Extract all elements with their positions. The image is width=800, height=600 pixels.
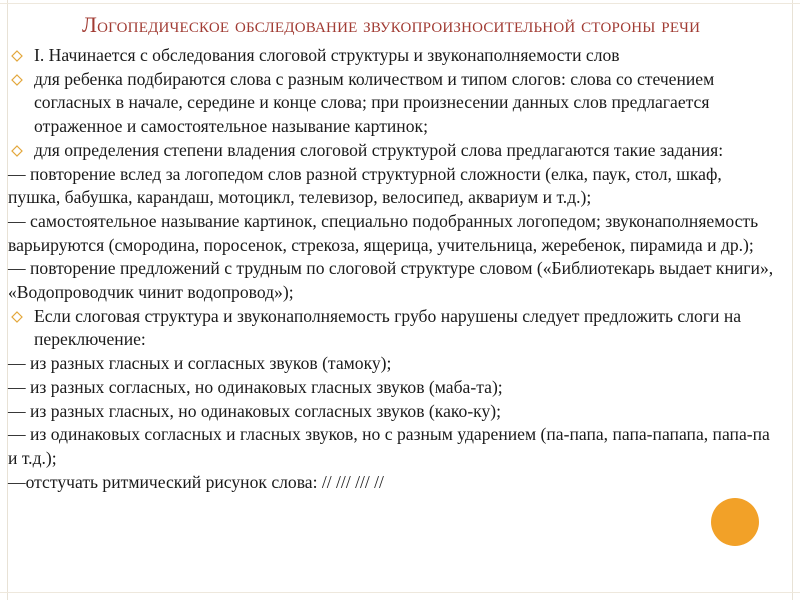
paragraph-text: для ребенка подбираются слова с разным количеством и типом слогов: слова со стечением согласных в начале, середине и конце слова; при произнесении данных слов предлагается отраженное и самостоятельное называние картинок; [34,68,715,137]
dash-paragraph: — из разных гласных и согласных звуков (тамоку); [8,353,392,374]
bullet-icon [11,145,23,157]
dash-paragraph: — самостоятельное называние картинок, специально подобранных логопедом; звуконаполняемость варьируются (смородина, поросенок, стрекоза, ящерица, учительница, жеребенок, пирамида и др.); [8,210,759,255]
frame-line-bottom [0,592,800,593]
dash-paragraph: —отстучать ритмический рисунок слова: // /// /// // [8,471,384,492]
bullet-icon [11,74,23,86]
frame-line-top [0,3,800,4]
bullet-icon [11,311,23,323]
slide-body [8,44,778,494]
bullet-icon [11,50,23,62]
dash-paragraph: — повторение предложений с трудным по слоговой структуре словом («Библиотекарь выдает книги», «Водопроводчик чинит водопровод»); [8,258,774,303]
bullet-paragraph [8,44,766,68]
slide-title: Логопедическое обследование звукопроизносительной стороны речи [82,12,701,37]
dash-paragraph: — из одинаковых согласных и гласных звуков, но с разным ударением (па-папа, папа-папапа, папа-па и т.д.); [8,424,770,468]
dash-paragraph: — из разных гласных, но одинаковых согласных звуков (како-ку); [8,400,502,421]
dash-paragraph: — из разных согласных, но одинаковых гласных звуков (маба-та); [8,376,503,397]
decorative-orange-circle [711,498,759,546]
paragraph-text: I. Начинается с обследования слоговой структуры и звуконаполняемости слов [34,45,620,65]
bullet-paragraph [8,68,766,139]
bullet-paragraph [8,305,766,352]
dash-paragraph: — повторение вслед за логопедом слов разной структурной сложности (елка, паук, стол, шкаф, пушка, бабушка, карандаш, мотоцикл, телевизор, велосипед, аквариум и т.д.); [8,163,722,208]
paragraph-text: Если слоговая структура и звуконаполняемость грубо нарушены следует предложить слоги на переключение: [34,305,742,350]
bullet-paragraph [8,139,766,163]
paragraph-text: для определения степени владения слоговой структурой слова предлагаются такие задания: [34,139,724,160]
frame-line-right [792,0,793,600]
